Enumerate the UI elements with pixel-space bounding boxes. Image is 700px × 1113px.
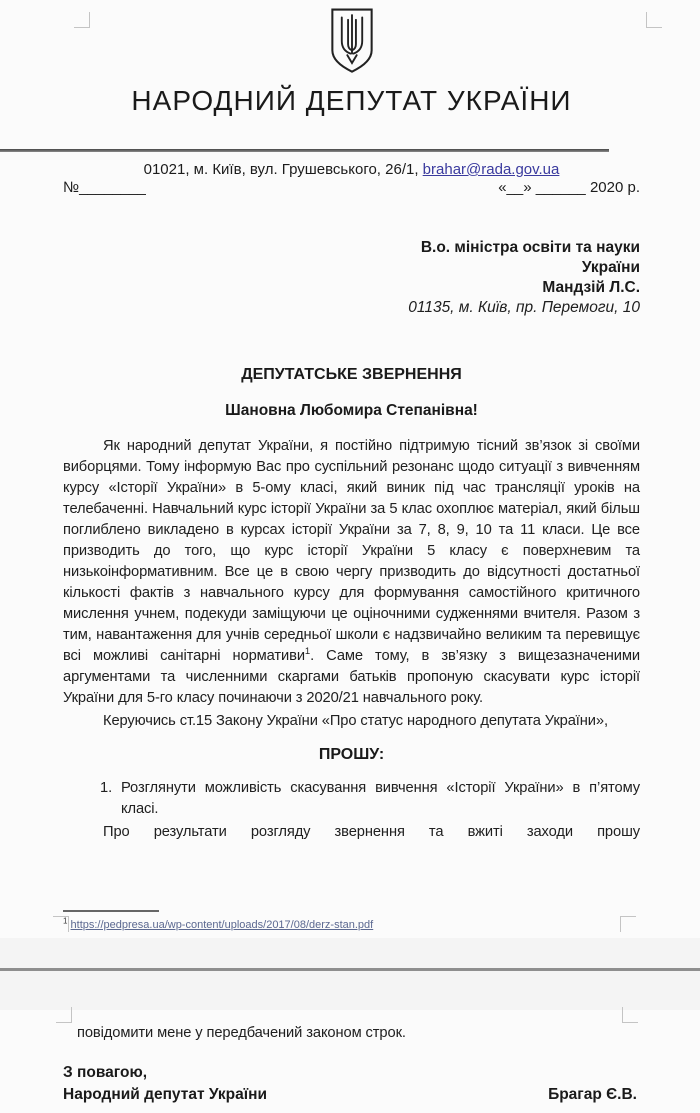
salutation: Шановна Любомира Степанівна! — [225, 402, 478, 419]
crop-mark-icon — [646, 12, 662, 28]
body-paragraph-1 — [63, 436, 640, 709]
footnote-reference: 1 — [304, 646, 311, 658]
list-item-number: 1. — [100, 780, 113, 796]
crop-mark-icon — [53, 916, 69, 932]
body-paragraph-3-continued: повідомити мене у передбачений законом строк. — [77, 1025, 406, 1041]
addressee-line: В.о. міністра освіти та науки — [420, 239, 640, 256]
letterhead-divider — [0, 149, 609, 152]
letterhead-title: НАРОДНИЙ ДЕПУТАТ УКРАЇНИ — [131, 85, 572, 116]
footnote-area — [63, 908, 640, 931]
document-scan — [0, 8, 700, 1111]
signer-name: Брагар Є.В. — [548, 1086, 637, 1103]
crop-mark-icon — [622, 1007, 638, 1023]
crop-mark-icon — [620, 916, 636, 932]
addressee-address: 01135, м. Київ, пр. Перемоги, 10 — [408, 299, 640, 316]
ukraine-trident-emblem-icon — [328, 8, 376, 74]
document-title: ДЕПУТАТСЬКЕ ЗВЕРНЕННЯ — [241, 366, 462, 383]
request-list-item — [100, 778, 640, 820]
signature-row — [63, 1084, 637, 1105]
paragraph-text: Як народний депутат України, я постійно підтримую тісний зв’язок зі своїми виборцями. Тому інформую Вас про суспільний резонанс щодо ситуації з вивченням курсу «Історії України» в 5-ому класі, який виник під час трансляції уроків на телебаченні. Навчальний курс історії України за 5 клас охоплює матеріал, який більш поглиблено викладено в курсах історії України за 7, 8, 9, 10 та 11 класи. Це все призводить до того, що курс історії України 5 класу є поверхневим та низькоінформативним. Все це в свою чергу призводить до відсутності достатньої кількості фактів з навчального курсу для формування самостійного критичного мислення учнем, подекуди заміщуючи це оціночними судженнями вчителя. Разом з тим, навантаження для учнів середньої школи є надзвичайно великим та перевищує всі можливі санітарні нормативи — [63, 438, 640, 664]
letterhead-address — [63, 161, 640, 178]
footnote-marker: 1 — [63, 916, 68, 926]
list-item-text: Розглянути можливість скасування вивчення «Історії України» в п’ятому класі. — [121, 780, 640, 817]
crop-mark-icon — [56, 1007, 72, 1023]
addressee-line: Мандзій Л.С. — [542, 279, 640, 296]
signature-closing: З повагою, — [63, 1064, 148, 1081]
signer-position: Народний депутат України — [63, 1086, 267, 1103]
request-heading: ПРОШУ: — [318, 746, 385, 763]
footnote-separator — [63, 910, 159, 912]
footnote-text — [63, 916, 640, 931]
doc-number-blank: №________ — [63, 179, 146, 196]
page-divider — [0, 968, 700, 971]
reference-line — [63, 179, 640, 196]
crop-mark-icon — [74, 12, 90, 28]
paragraph-text: . Саме тому, в зв’язку з вищезазначеними аргументами та численними скаргами батьків пропоную скасувати курс історії України для 5-го класу починаючи з 2020/21 навчального року. — [63, 648, 640, 706]
body-paragraph-2: Керуючись ст.15 Закону України «Про статус народного депутата України», — [103, 713, 608, 729]
addressee-line: України — [581, 259, 640, 276]
body-paragraph-3: Про результати розгляду звернення та вжиті заходи прошу — [103, 824, 640, 840]
letter-page-1 — [0, 8, 700, 971]
footnote-link[interactable]: https://pedpresa.ua/wp-content/uploads/2017/08/derz-stan.pdf — [70, 919, 374, 931]
doc-date-blank: «__» ______ 2020 р. — [498, 179, 640, 196]
addressee-block — [63, 238, 640, 318]
letter-page-2 — [0, 973, 700, 1113]
address-text: 01021, м. Київ, вул. Грушевського, 26/1, — [143, 161, 423, 178]
email-link[interactable]: brahar@rada.gov.ua — [422, 161, 560, 178]
